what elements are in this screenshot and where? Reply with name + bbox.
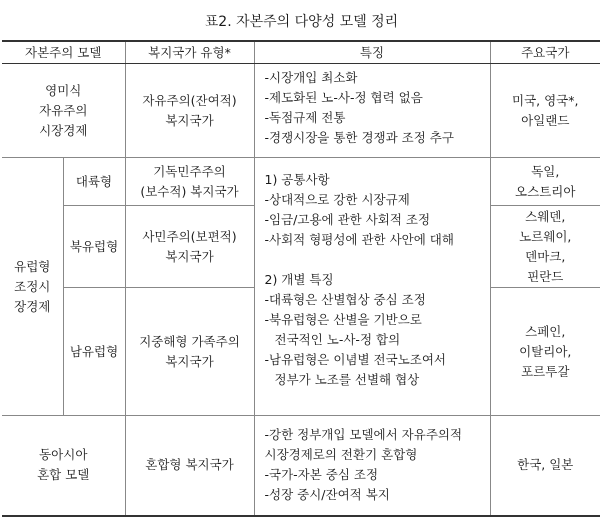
text-line: 아일랜드	[521, 112, 570, 128]
text-line: -경쟁시장을 통한 경쟁과 조정 추구	[264, 130, 454, 145]
text-line: -제도화된 노-사-정 협력 없음	[264, 90, 423, 105]
text-line: -임금/고용에 관한 사회적 조정	[264, 212, 431, 227]
text-line: 혼합형 복지국가	[145, 457, 234, 473]
text-line: -성장 중시/잔여적 복지	[264, 487, 390, 503]
text-line: -국가-자본 중심 조정	[264, 467, 379, 483]
table-title: 표2. 자본주의 다양성 모델 정리	[204, 14, 399, 30]
text-line: 유럽형	[14, 258, 51, 274]
text-line: 복지국가	[165, 248, 214, 264]
welfare-type-cell	[125, 416, 254, 516]
table-row	[2, 64, 600, 158]
text-line: -시장개입 최소화	[264, 70, 358, 85]
features-cell	[254, 416, 490, 516]
model-cell	[2, 158, 63, 416]
text-line: 1) 공통사항	[264, 172, 330, 187]
text-line: 오스트리아	[515, 183, 576, 199]
text-line: 영미식	[45, 82, 82, 98]
text-line: 전국적인 노-사-정 합의	[274, 332, 401, 347]
text-line: 이탈리아,	[519, 343, 572, 359]
text-line: 조정시	[14, 278, 51, 294]
text-line: 동아시아	[39, 447, 88, 463]
text-line: 장경제	[14, 298, 51, 314]
text-line: 기독민주주의	[153, 163, 226, 179]
text-line: (보수적) 복지국가	[140, 183, 239, 199]
text-line: 2) 개별 특징	[264, 272, 334, 287]
text-line: 지중해형 가족주의	[139, 333, 240, 349]
model-cell	[2, 64, 125, 158]
submodel-cell: 북유럽형	[63, 206, 125, 288]
text-line: -독점규제 전통	[264, 110, 346, 125]
table-row	[2, 416, 600, 516]
text-line: 한국, 일본	[517, 457, 574, 473]
features-cell	[254, 64, 490, 158]
model-cell	[2, 416, 125, 516]
header-model: 자본주의 모델	[2, 41, 125, 64]
text-line: 미국, 영국*,	[512, 92, 579, 108]
welfare-type-cell	[125, 288, 254, 416]
text-line: 스웨덴,	[525, 208, 566, 224]
table-row	[2, 158, 600, 206]
submodel-cell: 대륙형	[63, 158, 125, 206]
welfare-type-cell	[125, 64, 254, 158]
text-line: 복지국가	[165, 353, 214, 369]
countries-cell	[490, 416, 600, 516]
header-welfare-type: 복지국가 유형*	[125, 41, 254, 64]
text-line: -남유럽형은 이념별 전국노조여서	[264, 352, 447, 367]
header-row	[2, 41, 600, 64]
welfare-type-cell	[125, 158, 254, 206]
header-countries: 주요국가	[490, 41, 600, 64]
text-line: 핀란드	[527, 268, 564, 284]
countries-cell	[490, 158, 600, 206]
text-line: 복지국가	[165, 112, 214, 128]
text-line: 독일,	[531, 163, 560, 179]
header-features: 특징	[254, 41, 490, 64]
text-line: 사민주의(보편적)	[142, 228, 237, 244]
text-line: 스페인,	[525, 323, 566, 339]
text-line: 정부가 노조를 선별해 협상	[274, 372, 420, 387]
text-line: -북유럽형은 산별을 기반으로	[264, 312, 422, 327]
capitalism-models-table	[2, 40, 600, 517]
text-line: 시장경제	[39, 122, 88, 138]
submodel-cell: 남유럽형	[63, 288, 125, 416]
text-line: -사회적 형평성에 관한 사안에 대해	[264, 232, 454, 247]
text-line: 노르웨이,	[519, 228, 572, 244]
welfare-type-cell	[125, 206, 254, 288]
text-line: -대륙형은 산별협상 중심 조정	[264, 292, 426, 307]
countries-cell	[490, 64, 600, 158]
text-line: 자유주의(잔여적)	[142, 92, 237, 108]
text-line: 덴마크,	[525, 248, 566, 264]
countries-cell	[490, 206, 600, 288]
text-line: 자유주의	[39, 102, 88, 118]
countries-cell	[490, 288, 600, 416]
text-line: 포르투갈	[521, 363, 570, 379]
text-line: -강한 정부개입 모델에서 자유주의적	[264, 427, 463, 443]
text-line: 시장경제로의 전환기 혼합형	[264, 447, 418, 463]
text-line: -상대적으로 강한 시장규제	[264, 192, 410, 207]
features-cell	[254, 158, 490, 416]
text-line: 혼합 모델	[37, 467, 90, 483]
